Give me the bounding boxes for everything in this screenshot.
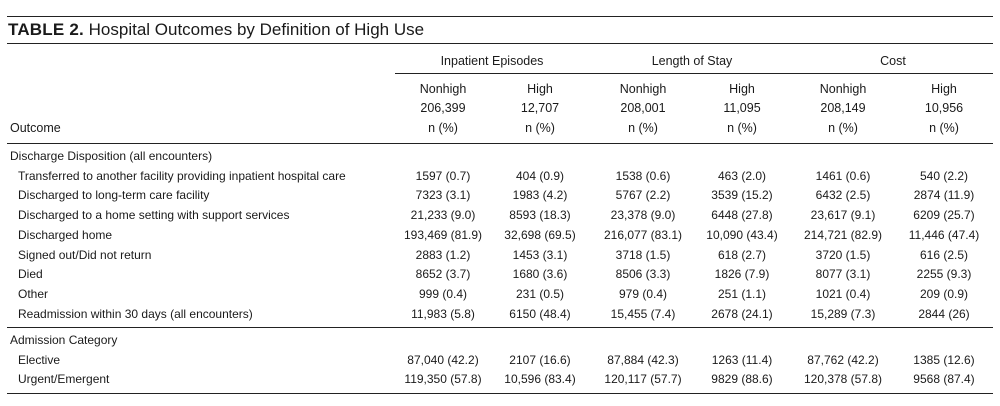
table-cell: 9568 (87.4) (913, 372, 975, 387)
table-cell: 1385 (12.6) (913, 352, 975, 367)
table-cell: 2678 (24.1) (711, 306, 773, 321)
table-cell: 10,596 (83.4) (504, 372, 576, 387)
column-n: 208,149 (820, 101, 866, 115)
table-cell: 463 (2.0) (717, 168, 767, 183)
table-cell: 87,884 (42.3) (607, 352, 679, 367)
table-cell: 214,721 (82.9) (803, 227, 883, 242)
row-label: Elective (18, 352, 61, 367)
table-cell: 1461 (0.6) (815, 168, 871, 183)
row-label: Readmission within 30 days (all encounters) (18, 306, 253, 321)
title-rule (7, 43, 993, 44)
table-cell: 8506 (3.3) (615, 267, 671, 282)
column-header: Nonhigh (619, 82, 667, 96)
group-header: Cost (880, 54, 906, 68)
table-cell: 251 (1.1) (717, 286, 767, 301)
table-cell: 119,350 (57.8) (404, 372, 482, 387)
column-unit: n (%) (525, 121, 555, 135)
table-cell: 1453 (3.1) (512, 247, 568, 262)
table-cell: 87,040 (42.2) (407, 352, 479, 367)
column-n: 12,707 (520, 101, 560, 115)
column-n: 208,001 (620, 101, 666, 115)
table-cell: 21,233 (9.0) (410, 208, 476, 223)
table-cell: 231 (0.5) (515, 286, 565, 301)
table-cell: 999 (0.4) (418, 286, 468, 301)
header-rule (7, 143, 993, 144)
table-cell: 616 (2.5) (919, 247, 969, 262)
table-cell: 216,077 (83.1) (603, 227, 683, 242)
table-cell: 2844 (26) (918, 306, 970, 321)
column-n: 206,399 (420, 101, 466, 115)
outcome-header: Outcome (10, 121, 61, 135)
table-cell: 5767 (2.2) (615, 188, 671, 203)
column-unit: n (%) (727, 121, 757, 135)
table-cell: 8652 (3.7) (415, 267, 471, 282)
table-cell: 209 (0.9) (919, 286, 969, 301)
column-unit: n (%) (929, 121, 959, 135)
table-cell: 1597 (0.7) (415, 168, 471, 183)
group-rule (395, 73, 993, 74)
table-cell: 2107 (16.6) (509, 352, 571, 367)
column-header: Nonhigh (419, 82, 467, 96)
table-cell: 1538 (0.6) (615, 168, 671, 183)
table-cell: 15,455 (7.4) (610, 306, 676, 321)
table-cell: 540 (2.2) (919, 168, 969, 183)
table-cell: 32,698 (69.5) (504, 227, 576, 242)
table-cell: 1983 (4.2) (512, 188, 568, 203)
table-cell: 6209 (25.7) (913, 208, 975, 223)
table-cell: 618 (2.7) (717, 247, 767, 262)
table-cell: 2255 (9.3) (916, 267, 972, 282)
row-label: Discharged to long-term care facility (18, 188, 210, 203)
bottom-rule (7, 393, 993, 394)
table-cell: 1021 (0.4) (815, 286, 871, 301)
table-cell: 15,289 (7.3) (810, 306, 876, 321)
table-cell: 120,117 (57.7) (604, 372, 682, 387)
row-label: Signed out/Did not return (18, 247, 152, 262)
row-label: Transferred to another facility providing inpatient hospital care (18, 168, 346, 183)
group-header: Inpatient Episodes (440, 54, 544, 68)
column-header: High (729, 82, 755, 96)
table-cell: 8593 (18.3) (509, 208, 571, 223)
section-title: Discharge Disposition (all encounters) (10, 149, 213, 163)
table-cell: 10,090 (43.4) (706, 227, 778, 242)
table-cell: 1826 (7.9) (714, 267, 770, 282)
table-cell: 120,378 (57.8) (803, 372, 883, 387)
table-cell: 23,378 (9.0) (610, 208, 676, 223)
table-cell: 6448 (27.8) (711, 208, 773, 223)
column-header: High (931, 82, 957, 96)
column-header: Nonhigh (819, 82, 867, 96)
table-cell: 11,446 (47.4) (908, 227, 980, 242)
column-unit: n (%) (828, 121, 858, 135)
table-cell: 8077 (3.1) (815, 267, 871, 282)
section-title: Admission Category (10, 333, 118, 347)
table-cell: 6432 (2.5) (815, 188, 871, 203)
row-label: Discharged home (18, 227, 113, 242)
table-cell: 3539 (15.2) (711, 188, 773, 203)
column-n: 11,095 (723, 101, 761, 115)
table-title (8, 20, 424, 40)
table-cell: 1680 (3.6) (512, 267, 568, 282)
column-unit: n (%) (428, 121, 458, 135)
table-cell: 9829 (88.6) (711, 372, 773, 387)
table-number: TABLE 2. (8, 20, 84, 39)
table-cell: 87,762 (42.2) (807, 352, 879, 367)
table-cell: 1263 (11.4) (711, 352, 773, 367)
row-label: Discharged to a home setting with support services (18, 208, 290, 223)
table-cell: 2883 (1.2) (415, 247, 471, 262)
column-n: 10,956 (924, 101, 964, 115)
table-cell: 6150 (48.4) (509, 306, 571, 321)
table-cell: 2874 (11.9) (913, 188, 975, 203)
table-caption: Hospital Outcomes by Definition of High Use (88, 20, 425, 39)
column-unit: n (%) (628, 121, 658, 135)
table-cell: 404 (0.9) (515, 168, 565, 183)
section-rule (7, 327, 993, 328)
row-label: Died (18, 267, 43, 282)
table-cell: 193,469 (81.9) (403, 227, 483, 242)
table-cell: 23,617 (9.1) (810, 208, 876, 223)
column-header: High (527, 82, 553, 96)
table-cell: 979 (0.4) (618, 286, 668, 301)
table-cell: 3718 (1.5) (615, 247, 671, 262)
row-label: Other (18, 286, 49, 301)
group-header: Length of Stay (651, 54, 733, 68)
table-cell: 3720 (1.5) (815, 247, 871, 262)
row-label: Urgent/Emergent (18, 372, 110, 387)
top-rule (7, 16, 993, 17)
table-cell: 7323 (3.1) (415, 188, 471, 203)
table-cell: 11,983 (5.8) (411, 306, 475, 321)
